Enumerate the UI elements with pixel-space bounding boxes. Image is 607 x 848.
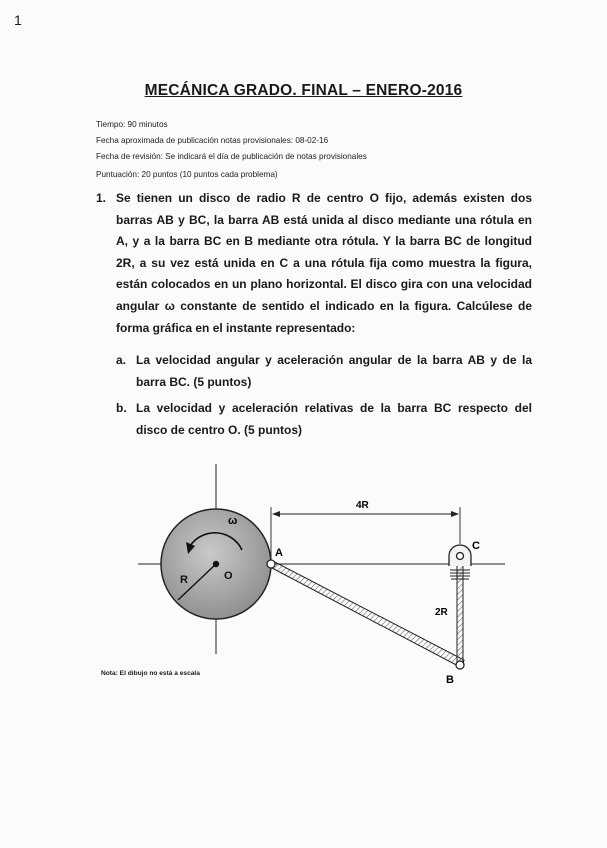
part-a-text: La velocidad angular y aceleración angular de la barra AB y de la barra BC. (5 puntos)	[136, 353, 532, 389]
part-b	[116, 398, 532, 441]
dim-4r-label: 4R	[356, 500, 369, 511]
problem-number: 1.	[96, 191, 107, 205]
scale-note: Nota: El dibujo no está a escala	[101, 670, 200, 677]
part-a-letter: a.	[116, 353, 127, 367]
part-b-letter: b.	[116, 401, 127, 415]
joint-c	[457, 553, 464, 560]
problem-statement	[96, 188, 532, 339]
center-o-point	[213, 561, 219, 567]
meta-time: Tiempo: 90 minutos	[96, 120, 168, 129]
part-b-text: La velocidad y aceleración relativas de la barra BC respecto del disco de centro O. (5 puntos)	[136, 401, 532, 437]
meta-score: Puntuación: 20 puntos (10 puntos cada problema)	[96, 170, 278, 179]
page-number: 1	[14, 12, 22, 28]
label-o: O	[224, 570, 233, 582]
label-c: C	[472, 540, 480, 552]
meta-revision: Fecha de revisión: Se indicará el día de publicación de notas provisionales	[96, 152, 367, 161]
omega-label: ω	[228, 515, 238, 527]
label-r: R	[180, 574, 188, 586]
exam-title: MECÁNICA GRADO. FINAL – ENERO-2016	[144, 82, 463, 99]
joint-a	[267, 560, 275, 568]
mechanism-figure	[120, 462, 520, 687]
label-a: A	[275, 547, 283, 559]
dim-4r-arrow-right	[451, 511, 459, 517]
label-b: B	[446, 674, 454, 686]
joint-b	[456, 661, 464, 669]
problem-text: Se tienen un disco de radio R de centro O fijo, además existen dos barras AB y BC, la barra AB está unida al disco mediante una rótula en A, y a la barra BC en B mediante otra rótula. Y la barra BC de longitud 2R, a su vez está unida en C a una rótula fija como muestra la figura, están colocados en un plano horizontal. El disco gira con una velocidad angular ω constante de sentido el indicado en la figura. Calcúlese de forma gráfica en el instante representado:	[116, 191, 532, 335]
part-a	[116, 350, 532, 393]
dim-2r-label: 2R	[435, 607, 448, 618]
dim-4r-arrow-left	[272, 511, 280, 517]
meta-publication-date: Fecha aproximada de publicación notas provisionales: 08-02-16	[96, 136, 329, 145]
